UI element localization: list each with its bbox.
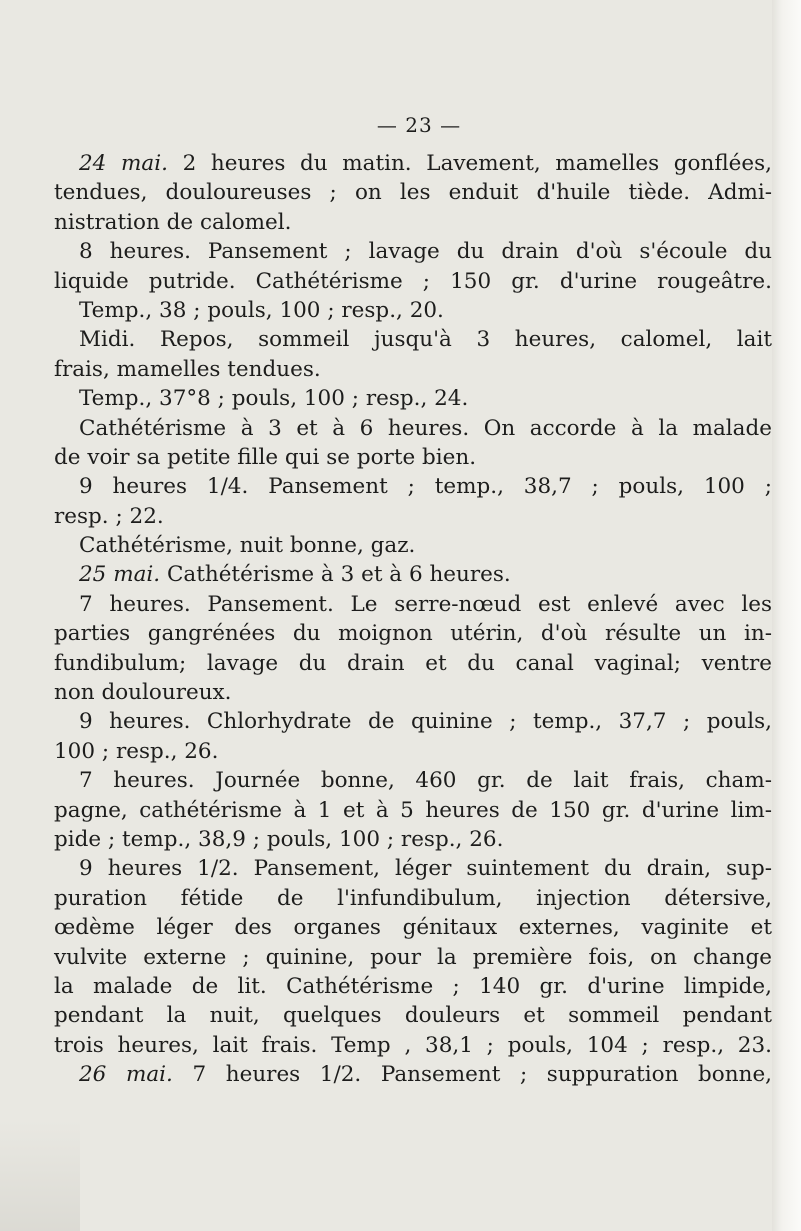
text-line: [54, 796, 772, 825]
line-text: 2 heures du matin. Lavement, mamelles gonflées,: [182, 151, 772, 176]
text-line: [54, 619, 772, 648]
page-number: — 23 —: [376, 113, 462, 137]
line-text: 7 heures. Pansement. Le serre-nœud est enlevé avec les: [79, 591, 772, 617]
line-text: 8 heures. Pansement ; lavage du drain d'où s'écoule du: [79, 239, 772, 265]
text-line: [54, 854, 772, 883]
text-line: [54, 972, 772, 1001]
line-text: 100 ; resp., 26.: [54, 738, 219, 764]
text-line: [54, 766, 772, 795]
text-line: [54, 649, 772, 678]
line-text: de voir sa petite fille qui se porte bien.: [54, 444, 477, 470]
line-text: 9 heures. Chlorhydrate de quinine ; temp., 37,7 ; pouls,: [79, 709, 772, 735]
text-line: [54, 1060, 772, 1089]
text-line: [54, 414, 772, 443]
text-line: [54, 178, 772, 207]
scan-shadow: [0, 1120, 80, 1231]
line-text: Midi. Repos, sommeil jusqu'à 3 heures, calomel, lait: [79, 327, 772, 353]
text-line: [54, 355, 772, 384]
text-line: [54, 325, 772, 354]
line-text: nistration de calomel.: [54, 209, 292, 235]
line-text: vulvite externe ; quinine, pour la première fois, on change: [54, 944, 772, 970]
text-line: [54, 502, 772, 531]
line-text: 7 heures 1/2. Pansement ; suppuration bonne,: [192, 1062, 773, 1088]
line-text: 7 heures. Journée bonne, 460 gr. de lait frais, cham-: [79, 768, 772, 794]
line-text: resp. ; 22.: [54, 503, 164, 529]
text-line: [54, 267, 772, 296]
line-text: pide ; temp., 38,9 ; pouls, 100 ; resp., 26.: [54, 826, 504, 852]
body-text: [54, 149, 772, 1090]
page-body: [54, 112, 772, 1090]
line-text: tendues, douloureuses ; on les enduit d'huile tiède. Admi-: [54, 180, 772, 206]
text-line: [54, 531, 772, 560]
line-text: frais, mamelles tendues.: [54, 356, 321, 382]
text-line: [54, 149, 772, 178]
line-text: puration fétide de l'infundibulum, injection détersive,: [54, 885, 772, 911]
text-line: [54, 825, 772, 854]
entry-date: 24 mai.: [79, 151, 168, 176]
line-text: Cathétérisme à 3 et à 6 heures. On accorde à la malade: [79, 415, 772, 441]
line-text: Cathétérisme à 3 et à 6 heures.: [166, 562, 511, 588]
page-edge: [772, 0, 801, 1231]
line-text: liquide putride. Cathétérisme ; 150 gr. d'urine rougeâtre.: [54, 268, 772, 294]
line-text: pendant la nuit, quelques douleurs et sommeil pendant: [54, 1003, 772, 1029]
entry-date: 25 mai.: [79, 562, 161, 588]
text-line: [54, 737, 772, 766]
line-text: fundibulum; lavage du drain et du canal vaginal; ventre: [54, 650, 772, 676]
text-line: [54, 443, 772, 472]
text-line: [54, 237, 772, 266]
line-text: trois heures, lait frais. Temp , 38,1 ; pouls, 104 ; resp., 23.: [54, 1032, 772, 1058]
text-line: [54, 296, 772, 325]
text-line: [54, 590, 772, 619]
text-line: [54, 678, 772, 707]
text-line: [54, 208, 772, 237]
text-line: [54, 1031, 772, 1060]
line-text: non douloureux.: [54, 680, 232, 706]
line-text: parties gangrénées du moignon utérin, d'où résulte un in-: [54, 621, 772, 647]
text-line: [54, 1001, 772, 1030]
text-line: [54, 913, 772, 942]
text-line: [54, 384, 772, 413]
text-line: [54, 707, 772, 736]
line-text: 9 heures 1/4. Pansement ; temp., 38,7 ; pouls, 100 ;: [79, 474, 772, 500]
text-line: [54, 560, 772, 589]
line-text: Temp., 37°8 ; pouls, 100 ; resp., 24.: [79, 386, 469, 412]
line-text: Cathétérisme, nuit bonne, gaz.: [79, 533, 416, 559]
text-line: [54, 943, 772, 972]
line-text: Temp., 38 ; pouls, 100 ; resp., 20.: [79, 297, 444, 323]
text-line: [54, 884, 772, 913]
line-text: pagne, cathétérisme à 1 et à 5 heures de 150 gr. d'urine lim-: [54, 797, 772, 823]
line-text: la malade de lit. Cathétérisme ; 140 gr. d'urine limpide,: [54, 973, 772, 999]
entry-date: 26 mai.: [79, 1062, 173, 1088]
line-text: 9 heures 1/2. Pansement, léger suintement du drain, sup-: [79, 856, 772, 882]
line-text: œdème léger des organes génitaux externes, vaginite et: [54, 915, 772, 941]
text-line: [54, 472, 772, 501]
